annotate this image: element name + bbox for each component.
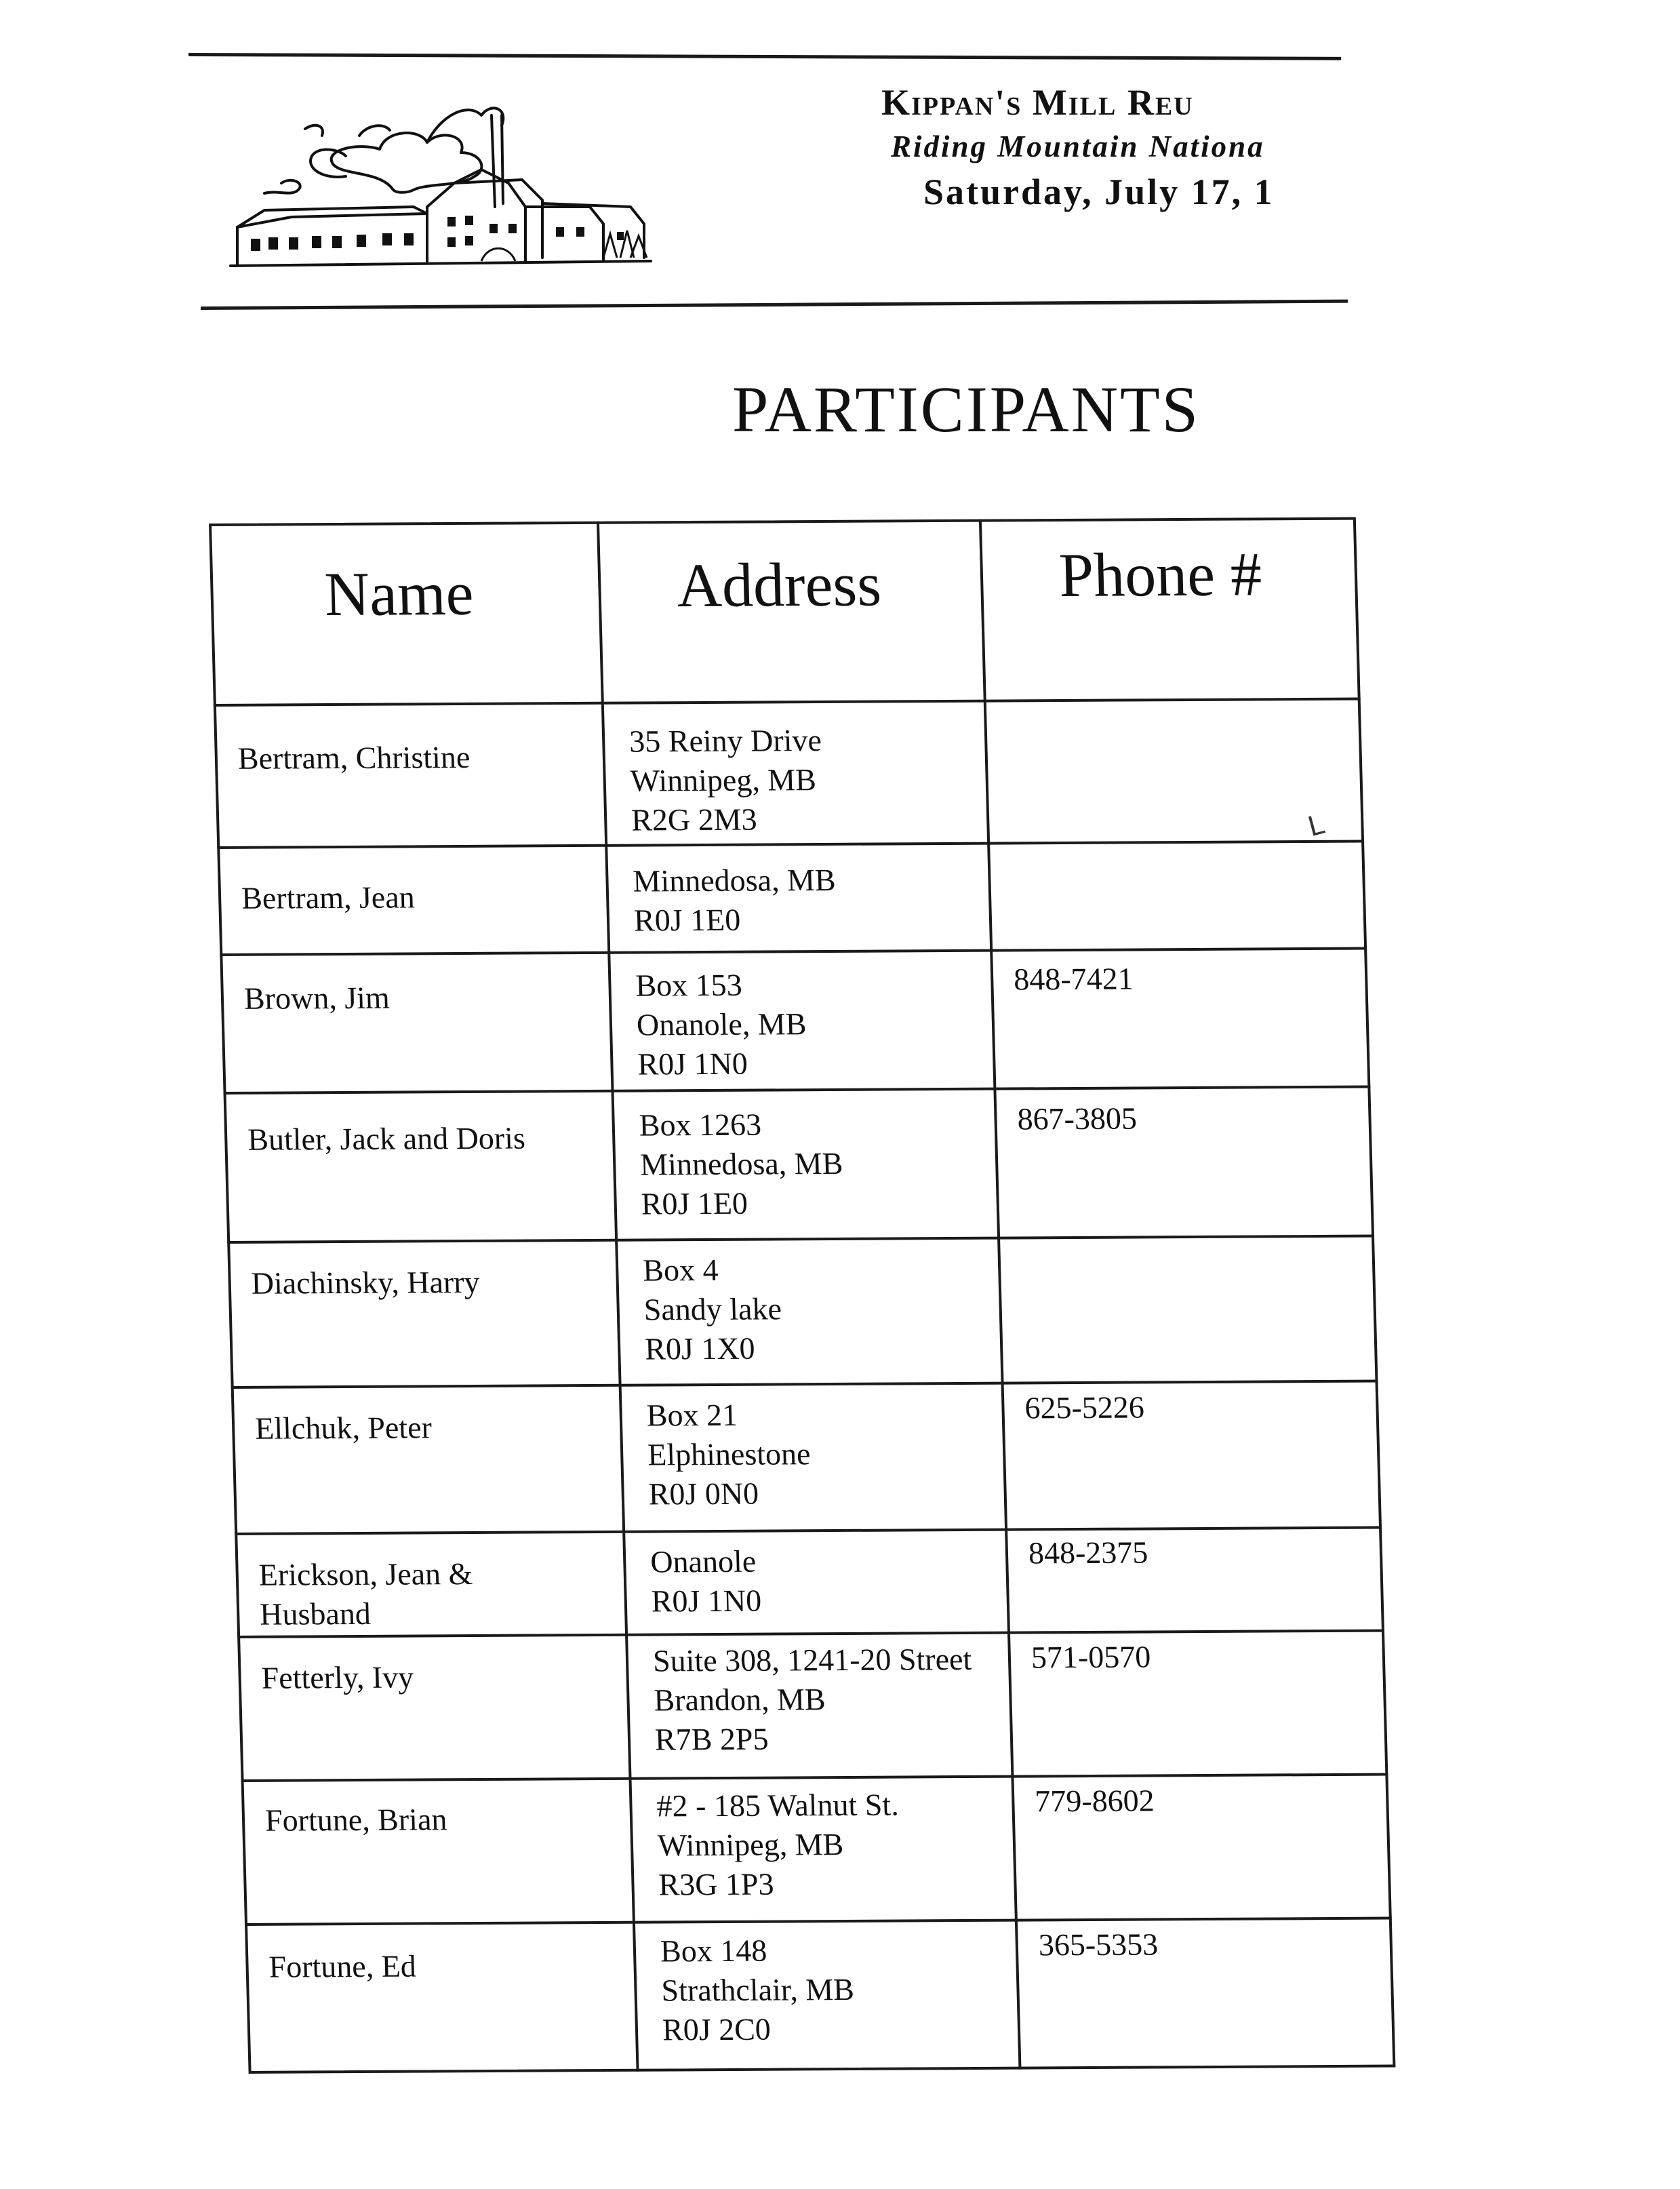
column-header-address: Address — [676, 549, 883, 620]
participant-address — [639, 1105, 844, 1224]
address-line: Minnedosa, MB — [639, 1145, 843, 1182]
address-line: R0J 2C0 — [662, 2011, 772, 2047]
event-title: Kippan's Mill Reu — [881, 82, 1194, 123]
participant-name: Fortune, Brian — [264, 1802, 447, 1838]
participant-address — [629, 721, 824, 840]
address-line: Sandy lake — [643, 1291, 782, 1327]
participant-name: Fortune, Ed — [268, 1948, 417, 1984]
page-title: PARTICIPANTS — [732, 373, 1201, 446]
participant-phone: 779-8602 — [1034, 1783, 1155, 1819]
participant-address — [633, 861, 837, 941]
participant-phone: 625-5226 — [1024, 1389, 1145, 1425]
event-location: Riding Mountain Nationa — [891, 130, 1265, 163]
participant-phone: 867-3805 — [1016, 1101, 1138, 1137]
address-line: #2 - 185 Walnut St. — [656, 1787, 900, 1823]
address-line: R0J 1E0 — [641, 1185, 748, 1221]
participant-name: Butler, Jack and Doris — [247, 1120, 526, 1157]
participant-phone: 571-0570 — [1031, 1639, 1151, 1675]
participant-name: Fetterly, Ivy — [261, 1659, 414, 1695]
participant-address — [660, 1931, 856, 2050]
address-line: R0J 1N0 — [637, 1046, 748, 1082]
address-line: R0J 1E0 — [633, 902, 741, 938]
address-line: Box 153 — [635, 967, 743, 1003]
participants-table — [209, 517, 1395, 2074]
event-date: Saturday, July 17, 1 — [923, 172, 1275, 212]
address-line: Box 4 — [642, 1252, 719, 1288]
address-line: R0J 1X0 — [644, 1330, 756, 1366]
column-header-name: Name — [323, 558, 475, 629]
address-line: Box 1263 — [639, 1107, 762, 1143]
participant-name: Diachinsky, Harry — [251, 1264, 481, 1301]
participant-address — [643, 1250, 784, 1368]
address-line: R0J 0N0 — [648, 1476, 759, 1512]
address-line: Strathclair, MB — [660, 1971, 855, 2008]
mill-illustration-icon — [224, 88, 658, 278]
participant-phone: 848-2375 — [1028, 1535, 1148, 1571]
participant-phone: 365-5353 — [1038, 1927, 1159, 1963]
address-line: Minnedosa, MB — [632, 862, 837, 899]
column-header-phone: Phone # — [1058, 539, 1263, 610]
address-line: Box 148 — [660, 1933, 767, 1969]
name-line: Husband — [259, 1596, 372, 1632]
address-line: Brandon, MB — [653, 1682, 826, 1718]
address-line: Suite 308, 1241-20 Street — [652, 1641, 972, 1678]
address-line: Winnipeg, MB — [630, 762, 817, 798]
address-line: Onanole — [649, 1543, 757, 1579]
address-line: 35 Reiny Drive — [628, 722, 822, 759]
address-line: Onanole, MB — [636, 1006, 807, 1042]
participant-name: Brown, Jim — [243, 980, 391, 1016]
participant-address — [656, 1786, 901, 1905]
address-line: R0J 1N0 — [651, 1583, 762, 1619]
participant-name: Bertram, Jean — [241, 880, 416, 915]
header-top-rule — [188, 53, 1341, 60]
participant-phone: 848-7421 — [1013, 961, 1134, 997]
address-line: R7B 2P5 — [654, 1721, 769, 1757]
participant-address — [646, 1395, 812, 1514]
participant-address — [650, 1542, 762, 1621]
header-bottom-rule — [201, 300, 1348, 310]
participant-name — [258, 1554, 474, 1634]
handwritten-checkmark: L — [1304, 808, 1327, 844]
name-line: Erickson, Jean & — [258, 1556, 473, 1592]
address-line: R3G 1P3 — [658, 1866, 775, 1902]
address-line: Winnipeg, MB — [657, 1827, 844, 1863]
participant-name: Bertram, Christine — [237, 739, 471, 776]
address-line: Elphinestone — [647, 1436, 812, 1472]
participant-address — [635, 965, 808, 1084]
participant-name: Ellchuk, Peter — [254, 1410, 433, 1446]
address-line: Box 21 — [646, 1397, 738, 1433]
address-line: R2G 2M3 — [631, 802, 758, 837]
participant-address — [652, 1640, 974, 1760]
